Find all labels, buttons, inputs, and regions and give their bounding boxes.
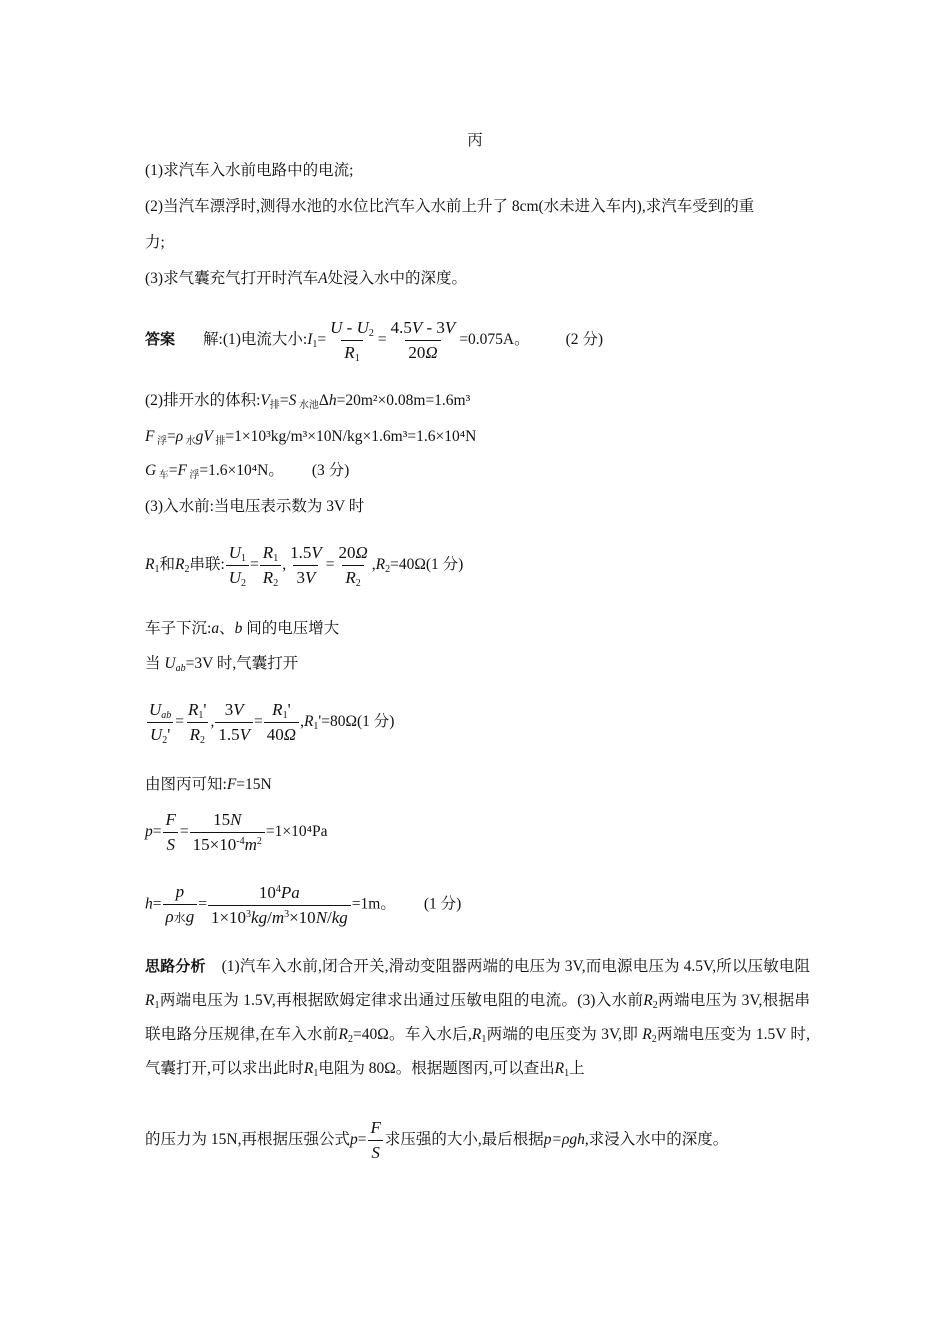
analysis-part-4: =40Ω。车入水后, — [353, 1026, 472, 1043]
analysis-part-10: 求压强的大小,最后根据 — [384, 1131, 544, 1149]
analysis-last-line: 的压力为 15N,再根据压强公式p= $\frac{F}{S}$ 求压强的大小,最后根据p=ρgh,求浸入水中的深度。 — [145, 1118, 729, 1162]
answer-step-1: 答案 解:(1)电流大小$:I_1=$ $\frac{U - U_2}{R_1}$ = $\frac{4.5V - 3V}{20\Omega}$ =0.075A。 (2 分) — [145, 318, 604, 364]
pressure-result: =1×10⁴Pa — [265, 823, 328, 841]
step1-prefix: 解:(1)电流大小: — [203, 331, 308, 349]
analysis-part-12: ,求浸入水中的深度。 — [584, 1131, 729, 1149]
graph-force: =15N — [236, 776, 272, 793]
analysis-part-7: 电阻为 80Ω。根据题图丙,可以查出 — [318, 1060, 555, 1077]
analysis-part-1: (1)汽车入水前,闭合开关,滑动变阻器两端的电压为 3V,而电源电压为 4.5V,所以压敏电阻 — [221, 958, 810, 975]
analysis-paragraph: 思路分析 (1)汽车入水前,闭合开关,滑动变阻器两端的电压为 3V,而电源电压为 4.5V,所以压敏电阻$R_1$两端电压为 1.5V,再根据欧姆定律求出通过压敏电阻的电流。(3)入水前$R_2$两端电压为 3V,根据串联电路分压规律,在车入水前$R_2=40\Omega$。车入水后$,R_1$两端的电压变为 3V,即 $R_2$两端电压变为 1.5V 时,气囊打开,可以求出此时$R_1$电阻为 80Ω。根据题图丙,可以查出$R_1$上 — [145, 957, 811, 1079]
fraction-f-over-s: $\frac{F}{S}$ — [163, 810, 179, 855]
answer-step-3-series: $R_1$和$R_2$串联: $\frac{U_1}{U_2}$ = $\frac{R_1}{R_2}$ , $\frac{1.5V}{3V}$ = $\frac{20\Omega}{R_2}$ $,R_2=40\Omega(1$ 分) — [145, 543, 464, 589]
fraction-u-minus-u2-over-r1: $\frac{U - U_2}{R_1}$ — [330, 318, 374, 364]
fraction-15n-over-area: $\frac{15N}{15\times 10^{-4}m^2}$ — [190, 810, 265, 855]
depth-score: (1 分) — [423, 895, 462, 913]
analysis-part-2: 两端电压为 1.5V,再根据欧姆定律求出通过压敏电阻的电流。(3)入水前 — [159, 992, 644, 1009]
answer-step-3-graph: 由图丙可知:F=15N — [145, 776, 272, 793]
answer-step-3-sink: 车子下沉:a、b 间的电压增大 — [145, 620, 340, 637]
answer-step-3-when: 当 $U_{ab}=3V$ 时,气囊打开 — [145, 655, 299, 674]
fraction-r1-prime-over-40ohm: $\frac{R_1'}{40\Omega}$ — [264, 700, 299, 745]
analysis-part-3: 两端电压为 3V,根据串联电路分压规律,在车入水前 — [145, 992, 810, 1043]
fraction-depth-calc: $\frac{10^4Pa}{1\times 10^3kg/m^3\times 10N/kg}$ — [208, 883, 351, 928]
answer-heading: 答案 — [145, 330, 176, 349]
question-2-line-2: 力; — [145, 234, 165, 251]
analysis-part-5: 两端的电压变为 3V,即 — [486, 1026, 639, 1043]
step1-score: (2 分) — [565, 331, 604, 349]
step2-gravity: =1.6×10⁴N。 — [199, 462, 284, 479]
question-2-line-1: (2)当汽车漂浮时,测得水池的水位比汽车入水前上升了 8cm(水未进入车内),求汽车受到的重 — [145, 198, 755, 215]
fraction-uab-over-u2-prime: $\frac{U_{ab}}{U_2'}$ — [146, 700, 174, 745]
step1-result: =0.075A。 — [459, 331, 530, 349]
analysis-part-8: 上 — [569, 1060, 585, 1077]
pressure-formula: p=ρgh — [543, 1131, 585, 1149]
answer-step-2-line-2: F 浮=ρ 水gV 排=1×10³kg/m³×10N/kg×1.6m³=1.6×10⁴N — [145, 428, 477, 447]
sink-label: 车子下沉: — [145, 620, 212, 637]
step2-score: (3 分) — [311, 462, 350, 479]
question-1: (1)求汽车入水前电路中的电流; — [145, 162, 354, 179]
analysis-heading: 思路分析 — [145, 957, 206, 975]
answer-step-2-line-3: G 车=F 浮=1.6×10⁴N。 (3 分) — [145, 462, 350, 481]
answer-step-3-pressure: p= $\frac{F}{S}$ = $\frac{15N}{15\times 10^{-4}m^2}$ =1×10⁴Pa — [145, 810, 328, 854]
q3-var: A — [318, 270, 328, 287]
series-label: 串联: — [189, 556, 225, 574]
answer-step-3-r1-prime: $\frac{U_{ab}}{U_2'}$ = $\frac{R_1'}{R_2}$ , $\frac{3V}{1.5V}$ = $\frac{R_1'}{40\Omega}$ $,R_1'=80\Omega(1$ 分) — [145, 700, 394, 745]
q3-suffix: 处浸入水中的深度。 — [327, 270, 468, 287]
fraction-f-over-s-inline: $\frac{F}{S}$ — [367, 1118, 383, 1163]
depth-result: =1m。 — [351, 895, 396, 913]
fraction-3v-over-1p5v: $\frac{3V}{1.5V}$ — [215, 700, 253, 745]
figure-label: 丙 — [467, 132, 483, 149]
fraction-4p5v-minus-3v-over-20ohm: $\frac{4.5V - 3V}{20\Omega}$ — [390, 318, 456, 362]
step2-buoyancy: =1×10³kg/m³×10N/kg×1.6m³=1.6×10⁴N — [225, 428, 477, 445]
fraction-u1-over-u2: $\frac{U_1}{U_2}$ — [226, 543, 249, 588]
r2-result: =40Ω(1 分) — [390, 556, 464, 574]
when-prefix: 当 — [145, 655, 161, 672]
series-and: 和 — [159, 556, 175, 574]
question-3 — [145, 268, 467, 290]
analysis-part-9: 的压力为 15N,再根据压强公式 — [145, 1131, 350, 1149]
fraction-20ohm-over-r2: $\frac{20\Omega}{R_2}$ — [338, 543, 368, 589]
answer-step-3-depth: h= $\frac{p}{\text{ρ水g}}$ = $\frac{10^4Pa}{1\times 10^3kg/m^3\times 10N/kg}$ =1m。 (1 分) — [145, 882, 462, 927]
analysis-part-6: 两端电压变为 1.5V 时,气囊打开,可以求出此时 — [145, 1026, 811, 1077]
sink-rest: 间的电压增大 — [246, 620, 340, 637]
when-rest: =3V 时,气囊打开 — [185, 655, 299, 672]
fraction-r1-prime-over-r2: $\frac{R_1'}{R_2}$ — [188, 700, 207, 746]
fraction-r1-over-r2: $\frac{R_1}{R_2}$ — [260, 543, 281, 588]
fraction-p-over-rho-g: $\frac{p}{\text{ρ水g}}$ — [163, 882, 198, 928]
q3-prefix: (3)求气囊充气打开时汽车 — [145, 270, 319, 287]
answer-step-3-line-1: (3)入水前:当电压表示数为 3V 时 — [145, 498, 365, 515]
fraction-1p5v-over-3v: $\frac{1.5V}{3V}$ — [290, 543, 322, 587]
step2-volume: =20m²×0.08m=1.6m³ — [336, 392, 471, 409]
step2-label: (2)排开水的体积: — [145, 392, 261, 409]
graph-label: 由图丙可知: — [145, 776, 227, 793]
r1-prime-result: '=80Ω(1 分) — [318, 713, 395, 731]
current-symbol: I — [307, 331, 313, 349]
answer-step-2-line-1: (2)排开水的体积:V排=S 水池Δh=20m²×0.08m=1.6m³ — [145, 392, 471, 411]
